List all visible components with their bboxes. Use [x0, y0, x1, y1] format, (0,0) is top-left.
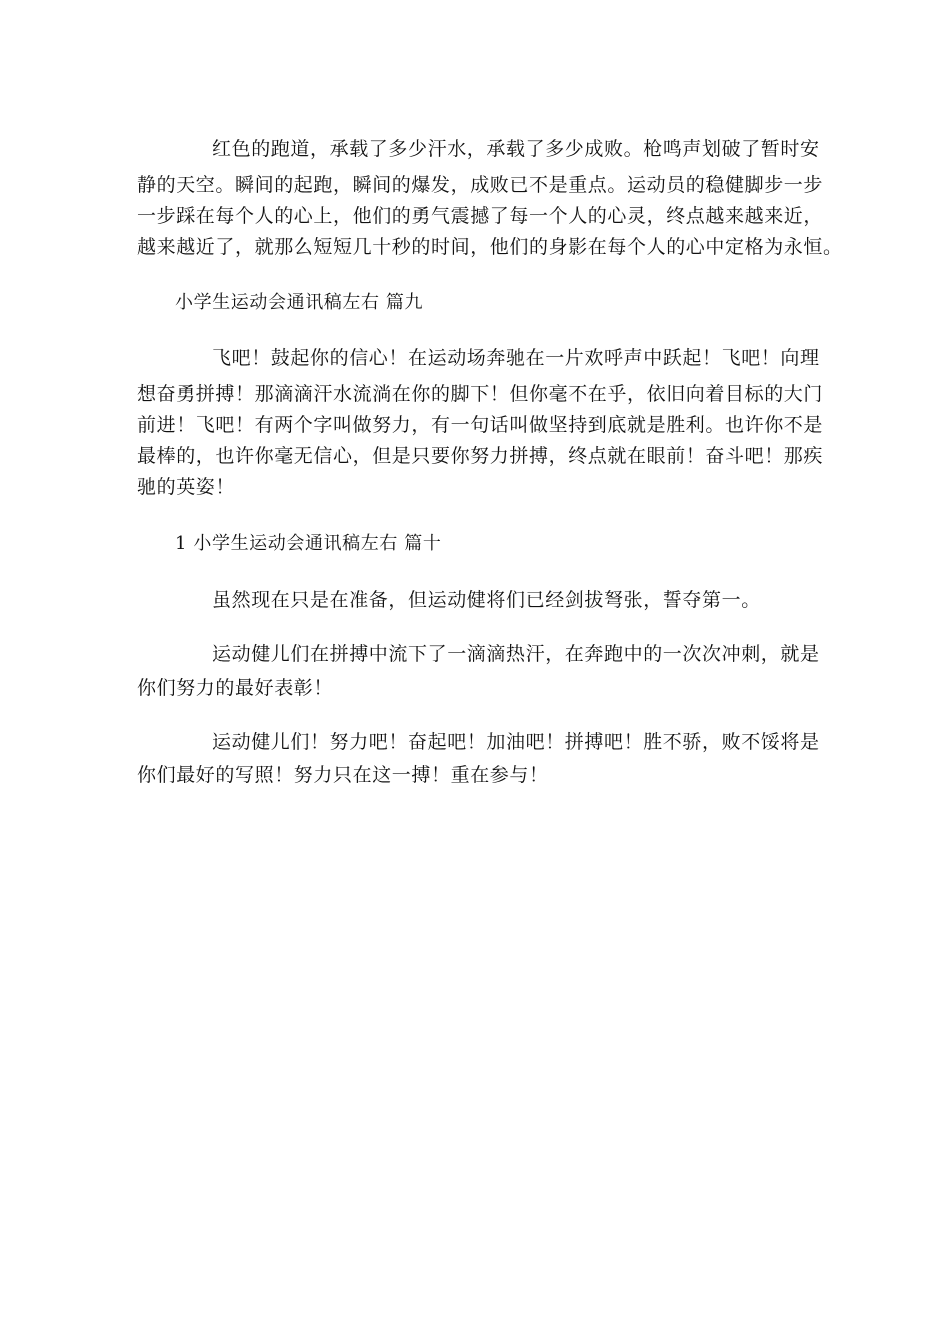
paragraph-2-line-3: 前进！飞吧！有两个字叫做努力，有一句话叫做坚持到底就是胜利。也许你不是: [137, 414, 824, 436]
paragraph-1-line-4: 越来越近了，就那么短短几十秒的时间，他们的身影在每个人的心中定格为永恒。: [137, 236, 843, 258]
paragraph-2-line-2: 想奋勇拼搏！那滴滴汗水流淌在你的脚下！但你毫不在乎，依旧向着目标的大门: [137, 383, 824, 405]
paragraph-2-line-4: 最棒的，也许你毫无信心，但是只要你努力拼搏，终点就在眼前！奋斗吧！那疾: [137, 445, 824, 467]
paragraph-1-line-3: 一步踩在每个人的心上，他们的勇气震撼了每一个人的心灵，终点越来越来近，: [137, 205, 824, 227]
paragraph-1-line-2: 静的天空。瞬间的起跑，瞬间的爆发，成败已不是重点。运动员的稳健脚步一步: [137, 174, 824, 196]
paragraph-1-line-1: 红色的跑道，承载了多少汗水，承载了多少成败。枪鸣声划破了暂时安: [212, 138, 820, 160]
paragraph-2-line-1: 飞吧！鼓起你的信心！在运动场奔驰在一片欢呼声中跃起！飞吧！向理: [212, 347, 820, 369]
paragraph-3-line-1: 虽然现在只是在准备，但运动健将们已经剑拔弩张，誓夺第一。: [212, 589, 761, 611]
paragraph-2-line-5: 驰的英姿！: [137, 476, 236, 498]
paragraph-4-line-1: 运动健儿们在拼搏中流下了一滴滴热汗，在奔跑中的一次次冲刺，就是: [212, 643, 820, 665]
paragraph-4-line-2: 你们努力的最好表彰！: [137, 677, 334, 699]
section-heading-9: 小学生运动会通讯稿左右 篇九: [175, 292, 424, 313]
section-heading-10: 1 小学生运动会通讯稿左右 篇十: [175, 533, 442, 554]
paragraph-5-line-2: 你们最好的写照！努力只在这一搏！重在参与！: [137, 764, 549, 786]
paragraph-5-line-1: 运动健儿们！努力吧！奋起吧！加油吧！拼搏吧！胜不骄，败不馁将是: [212, 731, 820, 753]
